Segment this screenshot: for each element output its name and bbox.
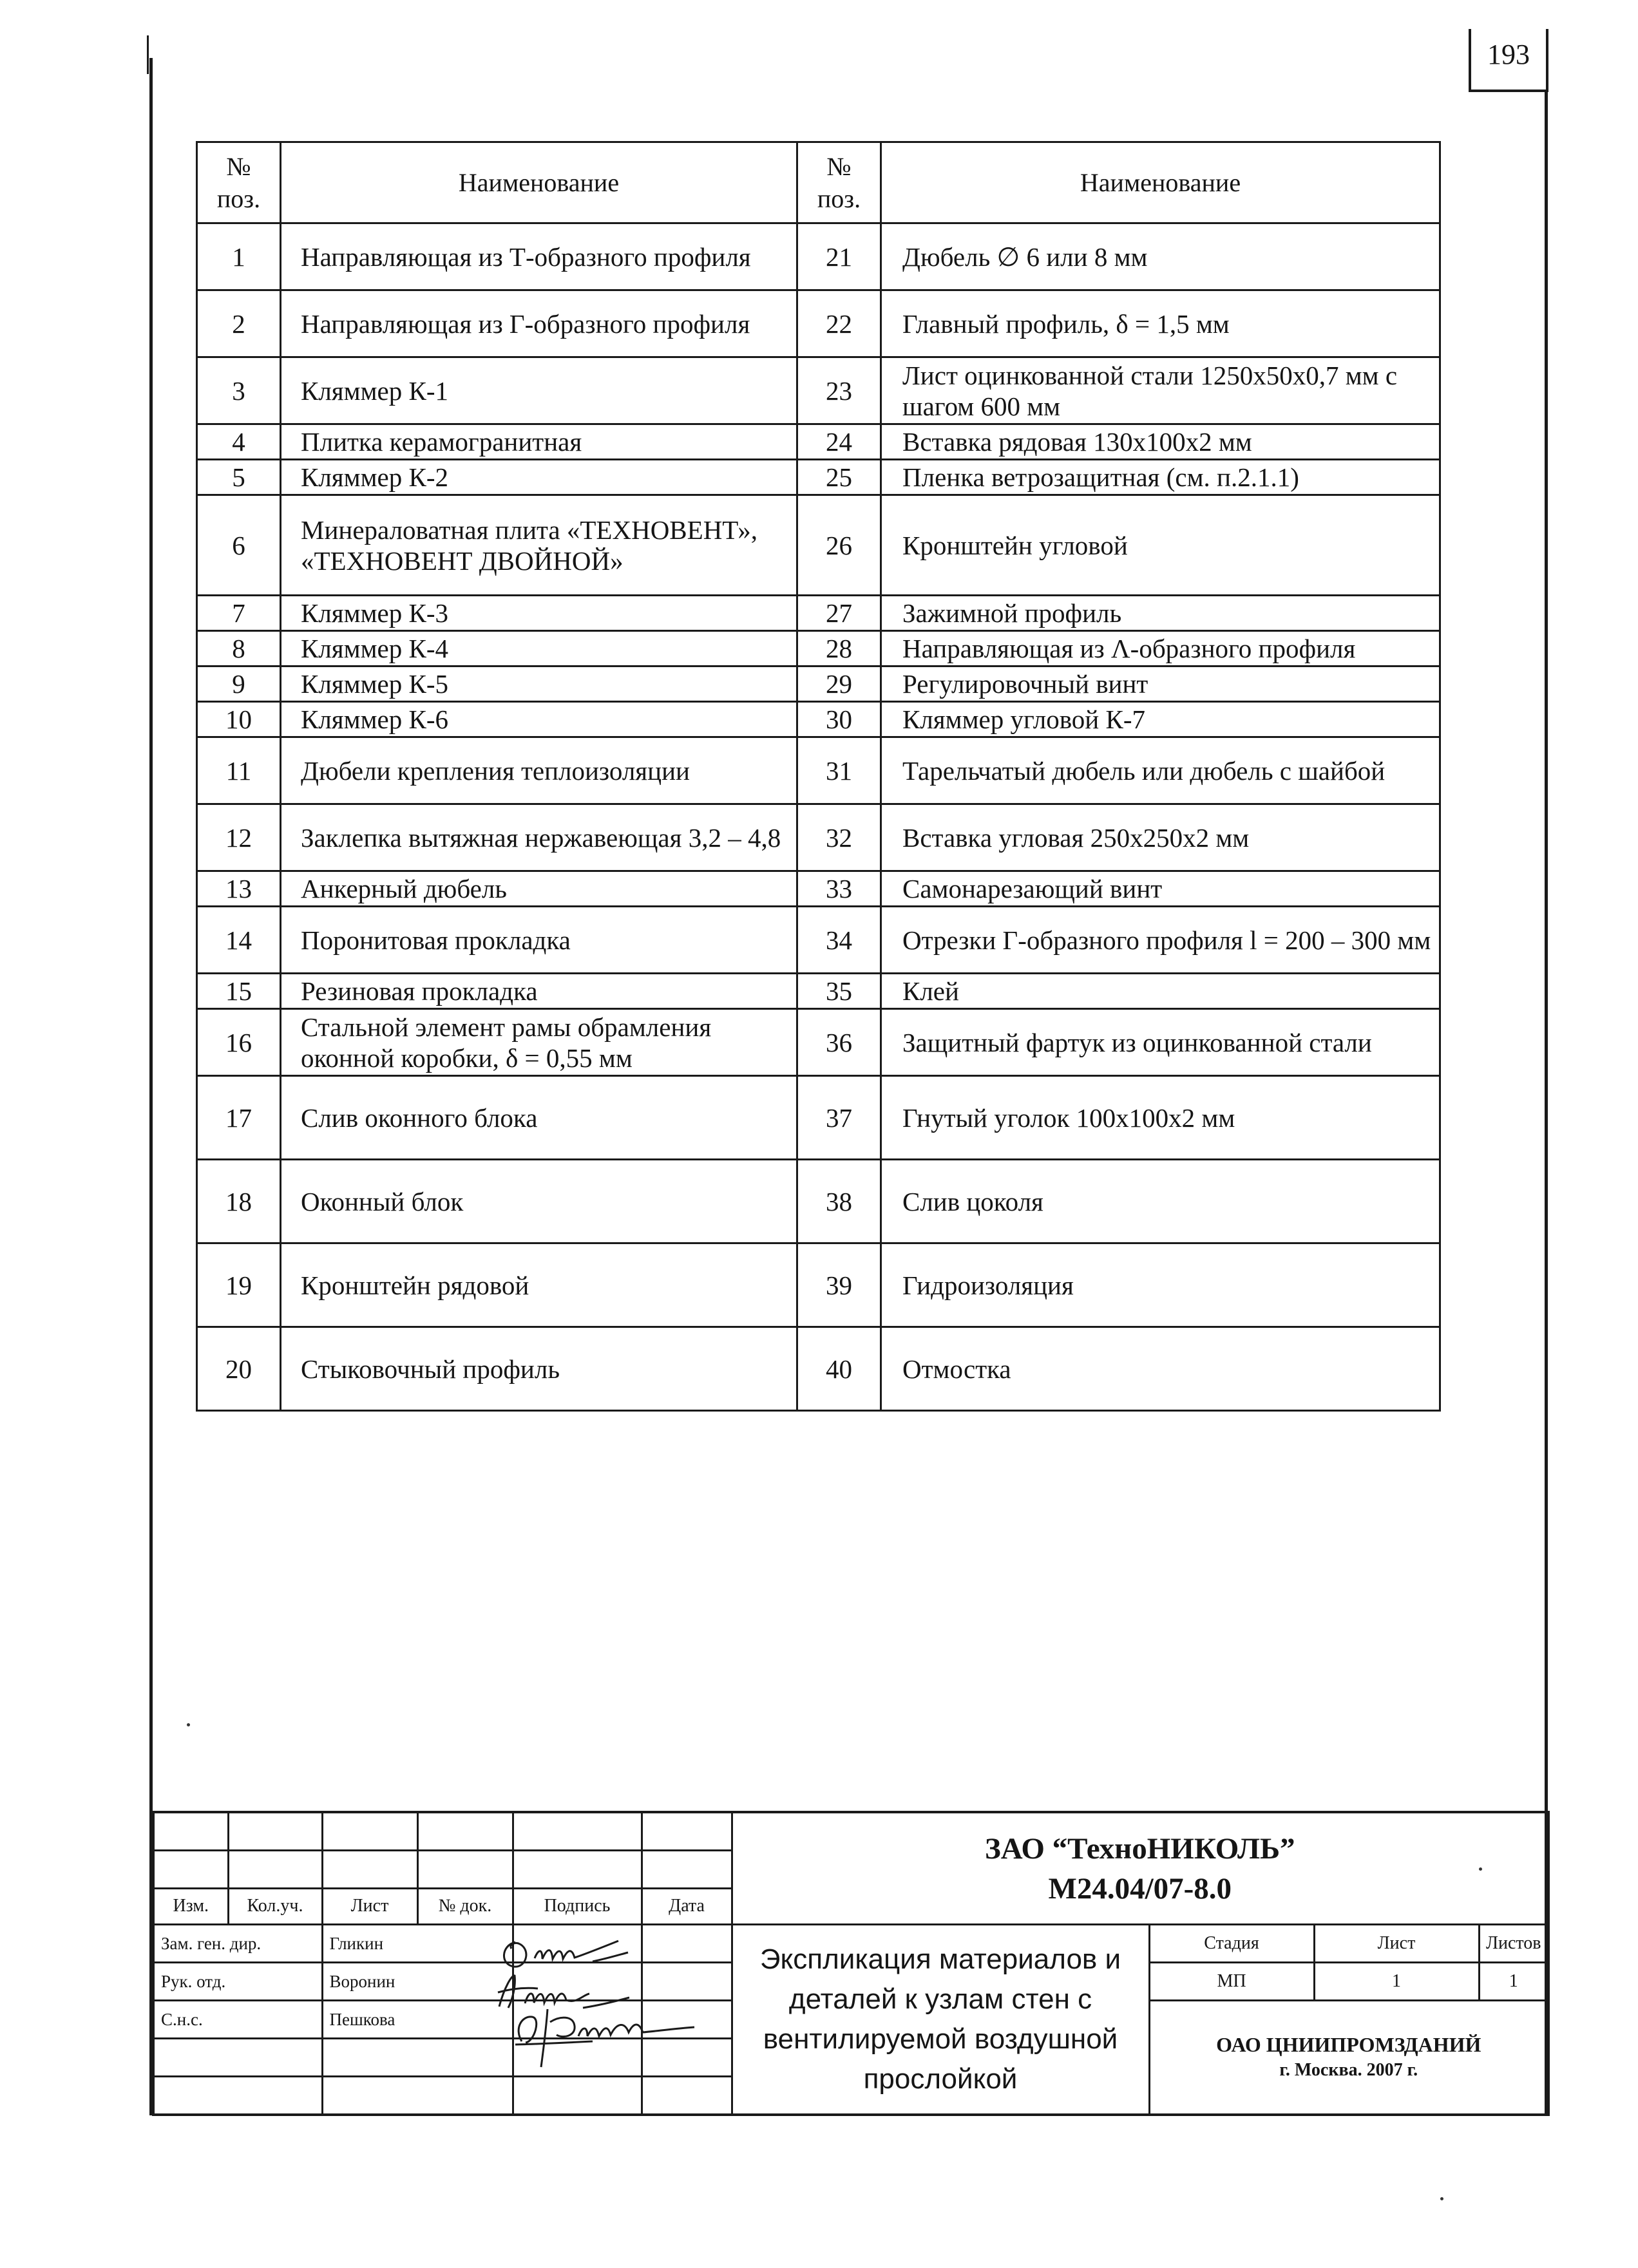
item-name-left: Стыковочный профиль bbox=[281, 1327, 797, 1411]
pos-number-right: 29 bbox=[797, 666, 881, 702]
item-name-left: Резиновая прокладка bbox=[281, 974, 797, 1009]
document-code: М24.04/07-8.0 bbox=[1048, 1871, 1232, 1905]
table-row bbox=[197, 974, 1440, 1009]
rev-cell bbox=[417, 1850, 513, 1888]
signature-cell bbox=[513, 2077, 642, 2115]
role-senior-researcher: С.н.с. bbox=[153, 2001, 322, 2039]
pos-number-right: 27 bbox=[797, 596, 881, 631]
table-row bbox=[197, 223, 1440, 290]
col-header-izm: Изм. bbox=[153, 1888, 228, 1925]
item-name-right: Слив цоколя bbox=[881, 1160, 1440, 1243]
pos-number-right: 24 bbox=[797, 424, 881, 460]
pos-number-right: 38 bbox=[797, 1160, 881, 1243]
stage-value: МП bbox=[1149, 1963, 1314, 2001]
pos-number-left: 14 bbox=[197, 907, 281, 974]
pos-number-left: 9 bbox=[197, 666, 281, 702]
pos-number-right: 32 bbox=[797, 804, 881, 871]
pos-number-right: 23 bbox=[797, 357, 881, 424]
pos-number-left: 3 bbox=[197, 357, 281, 424]
item-name-left: Кляммер К-3 bbox=[281, 596, 797, 631]
pos-number-right: 21 bbox=[797, 223, 881, 290]
date-cell bbox=[642, 1925, 732, 1963]
pos-number-right: 40 bbox=[797, 1327, 881, 1411]
name-peshkova: Пешкова bbox=[322, 2001, 513, 2039]
pos-number-left: 8 bbox=[197, 631, 281, 666]
item-name-left: Слив оконного блока bbox=[281, 1076, 797, 1160]
rev-cell bbox=[322, 1850, 417, 1888]
pos-number-right: 30 bbox=[797, 702, 881, 737]
date-cell bbox=[642, 2077, 732, 2115]
item-name-right: Направляющая из Λ-образного профиля bbox=[881, 631, 1440, 666]
organization-cell bbox=[732, 1812, 1548, 1925]
rev-cell bbox=[642, 1812, 732, 1850]
pos-number-left: 18 bbox=[197, 1160, 281, 1243]
item-name-right: Клей bbox=[881, 974, 1440, 1009]
item-name-right: Зажимной профиль bbox=[881, 596, 1440, 631]
item-name-right: Гнутый уголок 100x100x2 мм bbox=[881, 1076, 1440, 1160]
table-row bbox=[197, 907, 1440, 974]
pos-number-right: 35 bbox=[797, 974, 881, 1009]
pos-number-left: 13 bbox=[197, 871, 281, 907]
pos-number-right: 22 bbox=[797, 290, 881, 357]
table-row bbox=[197, 424, 1440, 460]
rev-cell bbox=[228, 1850, 322, 1888]
document-title-cell bbox=[732, 1925, 1149, 2115]
role-cell-empty bbox=[153, 2077, 322, 2115]
col-header-kol-uch: Кол.уч. bbox=[228, 1888, 322, 1925]
rev-cell bbox=[153, 1850, 228, 1888]
table-body bbox=[197, 223, 1440, 1411]
item-name-left: Кляммер К-6 bbox=[281, 702, 797, 737]
item-name-right: Регулировочный винт bbox=[881, 666, 1440, 702]
organization-name: ЗАО “ТехноНИКОЛЬ” bbox=[984, 1831, 1295, 1866]
date-cell bbox=[642, 1963, 732, 2001]
item-name-right: Кронштейн угловой bbox=[881, 495, 1440, 596]
pos-number-right: 34 bbox=[797, 907, 881, 974]
rev-cell bbox=[322, 1812, 417, 1850]
table-row bbox=[197, 871, 1440, 907]
item-name-right: Вставка угловая 250x250x2 мм bbox=[881, 804, 1440, 871]
item-name-right: Лист оцинкованной стали 1250x50x0,7 мм с шагом 600 мм bbox=[881, 357, 1440, 424]
pos-number-left: 10 bbox=[197, 702, 281, 737]
pos-number-right: 37 bbox=[797, 1076, 881, 1160]
name-glikin: Гликин bbox=[322, 1925, 513, 1963]
table-row bbox=[197, 666, 1440, 702]
item-name-right: Дюбель ∅ 6 или 8 мм bbox=[881, 223, 1440, 290]
item-name-left: Кронштейн рядовой bbox=[281, 1243, 797, 1327]
scan-speck bbox=[1440, 2197, 1443, 2200]
page-number: 193 bbox=[1487, 39, 1530, 70]
pos-number-left: 6 bbox=[197, 495, 281, 596]
item-name-left: Кляммер К-1 bbox=[281, 357, 797, 424]
item-name-right: Главный профиль, δ = 1,5 мм bbox=[881, 290, 1440, 357]
rev-cell bbox=[513, 1850, 642, 1888]
item-name-left: Направляющая из Т-образного профиля bbox=[281, 223, 797, 290]
table-row bbox=[197, 737, 1440, 804]
scan-speck bbox=[187, 1723, 190, 1726]
item-name-left: Минераловатная плита «ТЕХНОВЕНТ», «ТЕХНОВЕНТ ДВОЙНОЙ» bbox=[281, 495, 797, 596]
item-name-left: Кляммер К-2 bbox=[281, 460, 797, 495]
table-row bbox=[197, 290, 1440, 357]
explication-table bbox=[196, 141, 1441, 1412]
col-header-list: Лист bbox=[322, 1888, 417, 1925]
table-row bbox=[197, 357, 1440, 424]
title-block bbox=[152, 1811, 1550, 2116]
table-row bbox=[197, 1160, 1440, 1243]
pos-number-left: 7 bbox=[197, 596, 281, 631]
pos-number-left: 17 bbox=[197, 1076, 281, 1160]
pos-number-right: 26 bbox=[797, 495, 881, 596]
item-name-left: Плитка керамогранитная bbox=[281, 424, 797, 460]
pos-number-right: 31 bbox=[797, 737, 881, 804]
role-dept-head: Рук. отд. bbox=[153, 1963, 322, 2001]
pos-number-left: 19 bbox=[197, 1243, 281, 1327]
rev-cell bbox=[228, 1812, 322, 1850]
rev-cell bbox=[417, 1812, 513, 1850]
pos-number-left: 20 bbox=[197, 1327, 281, 1411]
pos-number-left: 12 bbox=[197, 804, 281, 871]
pos-number-left: 11 bbox=[197, 737, 281, 804]
rev-cell bbox=[153, 1812, 228, 1850]
pos-number-left: 1 bbox=[197, 223, 281, 290]
table-row bbox=[197, 804, 1440, 871]
sheet-label: Лист bbox=[1314, 1925, 1479, 1963]
col-header-doc-no: № док. bbox=[417, 1888, 513, 1925]
table-row bbox=[197, 702, 1440, 737]
item-name-right: Отмостка bbox=[881, 1327, 1440, 1411]
table-row bbox=[197, 460, 1440, 495]
col-header-signature: Подпись bbox=[513, 1888, 642, 1925]
header-pos-left: № поз. bbox=[197, 142, 281, 223]
item-name-left: Направляющая из Г-образного профиля bbox=[281, 290, 797, 357]
pos-number-left: 16 bbox=[197, 1009, 281, 1076]
table-row bbox=[197, 1327, 1440, 1411]
institute-city-year: г. Москва. 2007 г. bbox=[1279, 2060, 1418, 2081]
pos-number-right: 33 bbox=[797, 871, 881, 907]
table-row bbox=[197, 596, 1440, 631]
pos-number-right: 36 bbox=[797, 1009, 881, 1076]
institute-name: ОАО ЦНИИПРОМЗДАНИЙ bbox=[1216, 2033, 1481, 2057]
pos-number-left: 5 bbox=[197, 460, 281, 495]
sheet-value: 1 bbox=[1314, 1963, 1479, 2001]
institute-cell bbox=[1149, 2001, 1548, 2115]
table-row bbox=[197, 1243, 1440, 1327]
table-row bbox=[197, 631, 1440, 666]
item-name-left: Заклепка вытяжная нержавеющая 3,2 – 4,8 bbox=[281, 804, 797, 871]
pos-number-left: 15 bbox=[197, 974, 281, 1009]
table-header-row bbox=[197, 142, 1440, 223]
frame-line-top-left bbox=[147, 35, 149, 74]
pos-number-left: 4 bbox=[197, 424, 281, 460]
item-name-right: Пленка ветрозащитная (см. п.2.1.1) bbox=[881, 460, 1440, 495]
sheets-label: Листов bbox=[1479, 1925, 1548, 1963]
table-row bbox=[197, 495, 1440, 596]
header-name-right: Наименование bbox=[881, 142, 1440, 223]
header-name-left: Наименование bbox=[281, 142, 797, 223]
item-name-left: Дюбели крепления теплоизоляции bbox=[281, 737, 797, 804]
item-name-left: Оконный блок bbox=[281, 1160, 797, 1243]
pos-number-right: 39 bbox=[797, 1243, 881, 1327]
table-row bbox=[197, 1076, 1440, 1160]
scan-speck bbox=[1479, 1867, 1482, 1871]
item-name-left: Анкерный дюбель bbox=[281, 871, 797, 907]
role-deputy-director: Зам. ген. дир. bbox=[153, 1925, 322, 1963]
name-cell-empty bbox=[322, 2039, 513, 2077]
item-name-right: Тарельчатый дюбель или дюбель с шайбой bbox=[881, 737, 1440, 804]
rev-cell bbox=[642, 1850, 732, 1888]
pos-number-right: 25 bbox=[797, 460, 881, 495]
table-row bbox=[197, 1009, 1440, 1076]
item-name-left: Кляммер К-5 bbox=[281, 666, 797, 702]
role-cell-empty bbox=[153, 2039, 322, 2077]
pos-number-right: 28 bbox=[797, 631, 881, 666]
item-name-right: Отрезки Г-образного профиля l = 200 – 300 мм bbox=[881, 907, 1440, 974]
item-name-left: Стальной элемент рамы обрамления оконной коробки, δ = 0,55 мм bbox=[281, 1009, 797, 1076]
stage-label: Стадия bbox=[1149, 1925, 1314, 1963]
header-pos-right: № поз. bbox=[797, 142, 881, 223]
frame-line-left bbox=[149, 58, 153, 2115]
name-cell-empty bbox=[322, 2077, 513, 2115]
pos-number-left: 2 bbox=[197, 290, 281, 357]
signature-peshkova-icon bbox=[502, 2003, 696, 2074]
sheets-value: 1 bbox=[1479, 1963, 1548, 2001]
document-title: Экспликация материалов и деталей к узлам стен с вентилируемой воздушной прослойкой bbox=[759, 1943, 1121, 2095]
col-header-date: Дата bbox=[642, 1888, 732, 1925]
item-name-right: Самонарезающий винт bbox=[881, 871, 1440, 907]
item-name-right: Защитный фартук из оцинкованной стали bbox=[881, 1009, 1440, 1076]
name-voronin: Воронин bbox=[322, 1963, 513, 2001]
item-name-left: Поронитовая прокладка bbox=[281, 907, 797, 974]
item-name-right: Гидроизоляция bbox=[881, 1243, 1440, 1327]
rev-cell bbox=[513, 1812, 642, 1850]
item-name-left: Кляммер К-4 bbox=[281, 631, 797, 666]
item-name-right: Вставка рядовая 130x100x2 мм bbox=[881, 424, 1440, 460]
item-name-right: Кляммер угловой К-7 bbox=[881, 702, 1440, 737]
